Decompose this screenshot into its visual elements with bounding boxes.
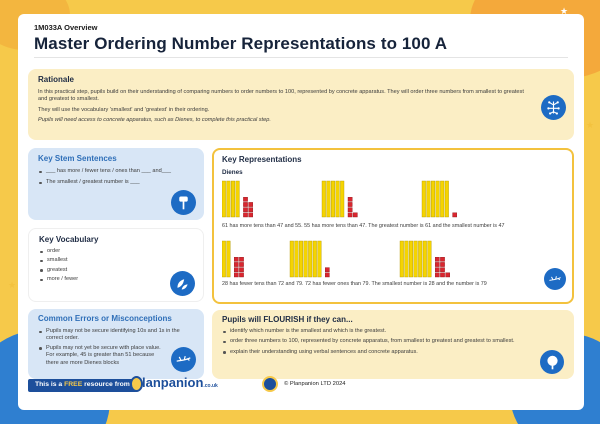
ones-cube bbox=[453, 213, 457, 217]
star-icon: ★ bbox=[586, 120, 595, 130]
list-item: ___ has more / fewer tens / ones than ___ and___ bbox=[38, 168, 194, 175]
tens-rod bbox=[340, 181, 344, 217]
errors-title: Common Errors or Misconceptions bbox=[38, 314, 172, 323]
tens-rod bbox=[422, 181, 426, 217]
free-resource-badge bbox=[28, 379, 137, 392]
list-item: order three numbers to 100, represented by concrete apparatus, from smallest to greatest and greatest to smallest. bbox=[222, 338, 524, 345]
branch-icon bbox=[544, 268, 566, 290]
tens-rod bbox=[327, 181, 331, 217]
brand-link[interactable] bbox=[142, 375, 218, 390]
tens-rod bbox=[322, 181, 326, 217]
stem-sentences-panel bbox=[28, 148, 204, 220]
list-item: Pupils may not yet be secure with place value. For example, 45 is greater than 51 because there are more Dienes blocks bbox=[38, 345, 194, 367]
ones-cube bbox=[440, 257, 444, 261]
ones-cube bbox=[440, 273, 444, 277]
ones-cube bbox=[243, 197, 247, 201]
ones-cube bbox=[325, 273, 329, 277]
rationale-panel bbox=[28, 69, 574, 140]
tens-rod bbox=[227, 181, 231, 217]
list-item: order bbox=[39, 248, 193, 255]
tens-rod bbox=[440, 181, 444, 217]
ones-cube bbox=[325, 268, 329, 272]
ones-cube bbox=[249, 208, 253, 212]
ones-cube bbox=[435, 257, 439, 261]
rationale-text: They will use the vocabulary 'smallest' and 'greatest' in their ordering. bbox=[38, 106, 210, 113]
badge-free-text: FREE bbox=[64, 381, 83, 388]
tens-rod bbox=[331, 181, 335, 217]
brand-domain: .co.uk bbox=[203, 383, 218, 389]
tens-rod bbox=[336, 181, 340, 217]
dienes-row-2 bbox=[222, 240, 572, 280]
tens-rod bbox=[236, 181, 240, 217]
divider bbox=[34, 57, 568, 58]
page-title: Master Ordering Number Representations to 100 A bbox=[34, 34, 448, 53]
speech-tree-icon bbox=[171, 190, 196, 215]
tens-rod bbox=[427, 181, 431, 217]
list-item: more / fewer bbox=[39, 276, 193, 283]
ones-cube bbox=[234, 273, 238, 277]
rationale-title: Rationale bbox=[38, 75, 75, 84]
ones-cube bbox=[239, 268, 243, 272]
ones-cube bbox=[243, 213, 247, 217]
flourish-panel bbox=[212, 310, 574, 379]
lesson-code: 1M033A Overview bbox=[34, 23, 98, 32]
ones-cube bbox=[435, 268, 439, 272]
list-item: Pupils may not be secure identifying 10s and 1s in the correct order. bbox=[38, 328, 194, 343]
rationale-text: In this practical step, pupils build on their understanding of comparing numbers to order numbers to 100, represented by concrete apparatus. They will order three numbers from smallest to greatest and greatest to smallest. bbox=[38, 89, 524, 103]
brand-name: lanpanion bbox=[142, 375, 204, 390]
tens-rod bbox=[428, 241, 432, 277]
worksheet-page bbox=[18, 14, 584, 410]
ones-cube bbox=[348, 197, 352, 201]
ones-cube bbox=[446, 273, 450, 277]
ones-cube bbox=[234, 268, 238, 272]
tens-rod bbox=[318, 241, 322, 277]
ones-cube bbox=[249, 213, 253, 217]
tens-rod bbox=[313, 241, 317, 277]
tens-rod bbox=[445, 181, 449, 217]
ones-cube bbox=[348, 213, 352, 217]
ones-cube bbox=[243, 202, 247, 206]
badge-text: This is a bbox=[35, 381, 65, 388]
tens-rod bbox=[299, 241, 303, 277]
representation-caption: 61 has more tens than 47 and 55. 55 has more tens than 47. The greatest number is 61 and the smallest number is 47 bbox=[222, 223, 505, 229]
tens-rod bbox=[304, 241, 308, 277]
tens-rod bbox=[231, 181, 235, 217]
tens-rod bbox=[431, 181, 435, 217]
keyrep-subtitle: Dienes bbox=[222, 169, 243, 176]
ones-cube bbox=[234, 257, 238, 261]
tens-rod bbox=[400, 241, 404, 277]
flourish-title: Pupils will FLOURISH if they can... bbox=[222, 315, 353, 324]
representation-caption: 28 has fewer tens than 72 and 79. 72 has fewer ones than 79. The smallest number is 28 and the number is 79 bbox=[222, 281, 487, 287]
tens-rod bbox=[308, 241, 312, 277]
list-item: greatest bbox=[39, 267, 193, 274]
dienes-row-1 bbox=[222, 180, 572, 220]
tens-rod bbox=[436, 181, 440, 217]
tens-rod bbox=[414, 241, 418, 277]
badge-text: resource from bbox=[82, 381, 130, 388]
planpanion-badge-icon bbox=[262, 376, 278, 392]
list-item: smallest bbox=[39, 257, 193, 264]
ones-cube bbox=[243, 208, 247, 212]
tens-rod bbox=[290, 241, 294, 277]
star-icon: ★ bbox=[8, 280, 17, 290]
vocabulary-panel bbox=[28, 228, 204, 302]
ones-cube bbox=[239, 262, 243, 266]
star-icon: ★ bbox=[560, 6, 569, 16]
ones-cube bbox=[440, 262, 444, 266]
ones-cube bbox=[440, 268, 444, 272]
tens-rod bbox=[423, 241, 427, 277]
branch-icon bbox=[171, 347, 196, 372]
ones-cube bbox=[435, 273, 439, 277]
ones-cube bbox=[234, 262, 238, 266]
keyrep-title: Key Representations bbox=[222, 155, 302, 164]
tens-rod bbox=[418, 241, 422, 277]
copyright-text: © Planpanion LTD 2024 bbox=[284, 381, 346, 387]
tens-rod bbox=[227, 241, 231, 277]
tens-rod bbox=[405, 241, 409, 277]
leaves-icon bbox=[170, 271, 195, 296]
brain-network-icon bbox=[541, 95, 566, 120]
ones-cube bbox=[239, 257, 243, 261]
tens-rod bbox=[409, 241, 413, 277]
key-representations-panel bbox=[212, 148, 574, 304]
tens-rod bbox=[295, 241, 299, 277]
ones-cube bbox=[353, 213, 357, 217]
ones-cube bbox=[348, 208, 352, 212]
ones-cube bbox=[239, 273, 243, 277]
ones-cube bbox=[435, 262, 439, 266]
vocab-title: Key Vocabulary bbox=[39, 235, 99, 244]
tens-rod bbox=[222, 241, 226, 277]
stem-title: Key Stem Sentences bbox=[38, 154, 117, 163]
list-item: The smallest / greatest number is ___ bbox=[38, 179, 194, 186]
ones-cube bbox=[249, 202, 253, 206]
tens-rod bbox=[222, 181, 226, 217]
ones-cube bbox=[348, 202, 352, 206]
errors-panel bbox=[28, 309, 204, 379]
list-item: explain their understanding using verbal sentences and concrete apparatus. bbox=[222, 349, 524, 356]
rationale-text: Pupils will need access to concrete apparatus, such as Dienes, to complete this practical step. bbox=[38, 117, 271, 124]
tree-icon bbox=[540, 350, 564, 374]
list-item: identify which number is the smallest and which is the greatest. bbox=[222, 328, 524, 335]
